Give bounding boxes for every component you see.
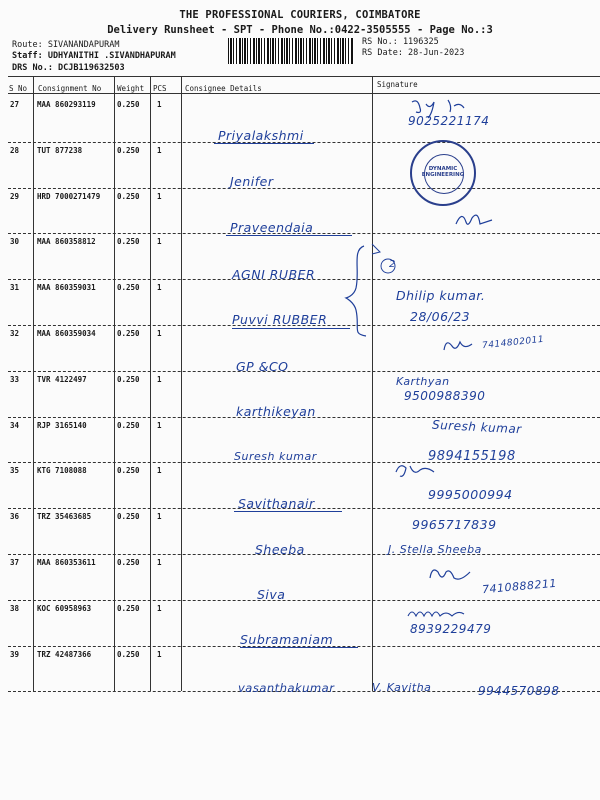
- name-underline: [214, 143, 314, 144]
- col-consignment: Consignment No: [38, 84, 102, 93]
- signature-mark: [404, 604, 468, 622]
- signature-phone: 9944570898: [478, 684, 560, 698]
- handwritten-consignee: vasanthakumar: [238, 681, 335, 695]
- row-pcs: 1: [157, 558, 162, 567]
- col-signature: Signature: [377, 80, 418, 89]
- row-weight: 0.250: [117, 375, 140, 384]
- row-consignment-no: MAA 860293119: [37, 100, 96, 109]
- row-sno: 36: [10, 512, 20, 521]
- brace-mark: [342, 240, 402, 340]
- rs-date: RS Date: 28-Jun-2023: [362, 48, 465, 58]
- signature-name: V. Kavitha: [372, 681, 432, 694]
- handwritten-consignee: Suresh kumar: [234, 450, 317, 463]
- name-underline: [232, 328, 350, 329]
- handwritten-consignee: Praveendaia: [230, 220, 314, 235]
- col-divider: [150, 76, 151, 691]
- row-sno: 34: [10, 421, 20, 430]
- route-label: Route: SIVANANDAPURAM: [12, 40, 120, 50]
- row-consignment-no: MAA 860353611: [37, 558, 96, 567]
- row-consignment-no: RJP 3165140: [37, 421, 87, 430]
- handwritten-consignee: Siva: [257, 587, 286, 602]
- signature-phone: 9025221174: [408, 114, 490, 128]
- row-consignment-no: HRD 7000271479: [37, 192, 101, 201]
- signature-phone: 7414802011: [481, 334, 545, 352]
- row-weight: 0.250: [117, 466, 140, 475]
- name-underline: [234, 511, 342, 512]
- header-bottom-rule: [8, 93, 600, 94]
- row-pcs: 1: [157, 329, 162, 338]
- row-pcs: 1: [157, 466, 162, 475]
- row-pcs: 1: [157, 650, 162, 659]
- row-consignment-no: MAA 860359034: [37, 329, 96, 338]
- row-divider: [8, 371, 600, 372]
- row-consignment-no: TRZ 35463685: [37, 512, 92, 521]
- col-divider: [33, 76, 34, 691]
- col-weight: Weight: [117, 84, 145, 93]
- signature-mark: [426, 564, 476, 588]
- circled-number: 2: [389, 259, 396, 270]
- row-pcs: 1: [157, 146, 162, 155]
- handwritten-consignee: Sheeba: [255, 542, 305, 557]
- row-consignment-no: MAA 860359031: [37, 283, 96, 292]
- row-weight: 0.250: [117, 192, 140, 201]
- handwritten-consignee: GP &CO: [236, 359, 289, 374]
- signature-phone: 7410888211: [481, 576, 558, 597]
- handwritten-consignee: Subramaniam: [240, 632, 334, 647]
- row-weight: 0.250: [117, 421, 140, 430]
- handwritten-consignee: Puvvi RUBBER: [232, 312, 328, 327]
- signature-mark: [440, 336, 480, 356]
- signature-date: 28/06/23: [410, 309, 471, 324]
- row-weight: 0.250: [117, 237, 140, 246]
- row-weight: 0.250: [117, 650, 140, 659]
- row-sno: 27: [10, 100, 20, 109]
- company-title: THE PROFESSIONAL COURIERS, COIMBATORE: [179, 9, 421, 21]
- row-sno: 31: [10, 283, 20, 292]
- name-underline: [240, 647, 358, 648]
- row-weight: 0.250: [117, 329, 140, 338]
- signature-mark: [452, 206, 502, 230]
- row-consignment-no: TRZ 42487366: [37, 650, 92, 659]
- row-consignment-no: KTG 7108088: [37, 466, 87, 475]
- company-stamp: DYNAMIC ENGINEERING: [410, 140, 476, 206]
- row-pcs: 1: [157, 512, 162, 521]
- row-sno: 32: [10, 329, 20, 338]
- handwritten-consignee: karthikeyan: [236, 404, 316, 419]
- row-sno: 30: [10, 237, 20, 246]
- row-sno: 35: [10, 466, 20, 475]
- barcode: [228, 38, 354, 64]
- row-weight: 0.250: [117, 512, 140, 521]
- row-sno: 37: [10, 558, 20, 567]
- name-underline: [226, 235, 352, 236]
- signature-phone: 8939229479: [410, 622, 492, 636]
- runsheet-subtitle: Delivery Runsheet - SPT - Phone No.:0422-3505555 - Page No.:3: [107, 24, 493, 36]
- row-pcs: 1: [157, 237, 162, 246]
- handwritten-consignee: AGNI RUBER: [232, 267, 316, 282]
- row-pcs: 1: [157, 192, 162, 201]
- row-pcs: 1: [157, 283, 162, 292]
- handwritten-consignee: Priyalakshmi: [218, 128, 304, 143]
- row-pcs: 1: [157, 375, 162, 384]
- row-sno: 29: [10, 192, 20, 201]
- row-weight: 0.250: [117, 146, 140, 155]
- row-sno: 39: [10, 650, 20, 659]
- row-weight: 0.250: [117, 100, 140, 109]
- col-divider: [181, 76, 182, 691]
- row-sno: 33: [10, 375, 20, 384]
- row-weight: 0.250: [117, 604, 140, 613]
- header-top-rule: [8, 76, 600, 77]
- col-divider: [114, 76, 115, 691]
- row-divider: [8, 188, 600, 189]
- col-consignee: Consignee Details: [185, 84, 262, 93]
- signature-phone: 9894155198: [428, 449, 516, 464]
- handwritten-consignee: Jenifer: [230, 174, 274, 189]
- signature-name: Karthyan: [396, 375, 450, 388]
- row-sno: 28: [10, 146, 20, 155]
- signature-phone: 9500988390: [404, 389, 486, 403]
- drs-number: DRS No.: DCJB119632503: [12, 63, 125, 73]
- row-weight: 0.250: [117, 558, 140, 567]
- row-weight: 0.250: [117, 283, 140, 292]
- row-pcs: 1: [157, 100, 162, 109]
- handwritten-consignee: Savithanair: [238, 496, 315, 511]
- row-consignment-no: MAA 860358812: [37, 237, 96, 246]
- staff-label: Staff: UDHYANITHI .SIVANDHAPURAM: [12, 51, 176, 61]
- signature-mark: [392, 460, 440, 482]
- signature-name: J. Stella Sheeba: [388, 543, 482, 556]
- row-consignment-no: TVR 4122497: [37, 375, 87, 384]
- row-sno: 38: [10, 604, 20, 613]
- signature-phone: 9995000994: [428, 487, 513, 502]
- col-sno: S No: [9, 84, 28, 93]
- row-pcs: 1: [157, 604, 162, 613]
- signature-name: Suresh kumar: [431, 417, 523, 437]
- row-pcs: 1: [157, 421, 162, 430]
- row-divider: [8, 600, 600, 601]
- row-consignment-no: KOC 60958963: [37, 604, 92, 613]
- col-pcs: PCS: [153, 84, 167, 93]
- col-divider: [372, 76, 373, 691]
- rs-number: RS No.: 1196325: [362, 37, 439, 47]
- row-consignment-no: TUT 877238: [37, 146, 83, 155]
- signature-name: Dhilip kumar.: [396, 288, 486, 303]
- signature-phone: 9965717839: [412, 517, 497, 532]
